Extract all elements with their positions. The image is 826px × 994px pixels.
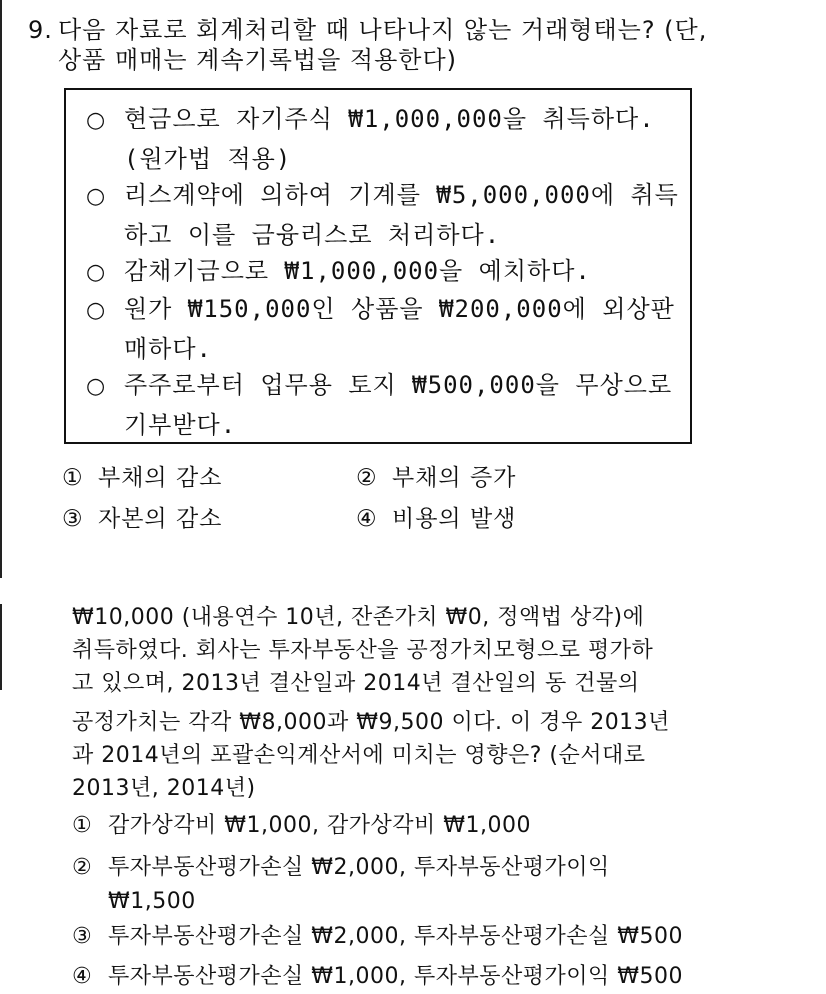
- question-stem-line: 다음 자료로 회계처리할 때 나타나지 않는 거래형태는? (단,: [58, 16, 708, 44]
- choice-number: ③: [72, 924, 93, 949]
- question-stem-line: ₩10,000 (내용연수 10년, 잔존가치 ₩0, 정액법 상각)에: [72, 605, 645, 630]
- choice-3[interactable]: ③ 자본의 감소: [62, 506, 223, 532]
- circle-bullet-icon: ○: [86, 184, 107, 209]
- box-item: ○ 주주로부터 업무용 토지 ₩500,000을 무상으로 기부받다.: [86, 366, 672, 444]
- choice-number: ①: [62, 465, 84, 491]
- box-item: ○ 원가 ₩150,000인 상품을 ₩200,000에 외상판 매하다.: [86, 290, 675, 368]
- choice-1[interactable]: ① 부채의 감소: [62, 465, 223, 491]
- choice-number: ②: [356, 465, 378, 491]
- box-item: ○ 현금으로 자기주식 ₩1,000,000을 취득하다. (원가법 적용): [86, 100, 655, 178]
- circle-bullet-icon: ○: [86, 260, 107, 285]
- question-number: 9.: [28, 16, 53, 44]
- question-stem-line: 공정가치는 각각 ₩8,000과 ₩9,500 이다. 이 경우 2013년: [72, 710, 670, 735]
- box-item: ○ 감채기금으로 ₩1,000,000을 예치하다.: [86, 252, 591, 292]
- question-10-stem: [72, 706, 670, 805]
- question-stem-line: 상품 매매는 계속기록법을 적용한다): [58, 46, 458, 74]
- data-box: [64, 88, 692, 444]
- question-9-stem: [28, 15, 707, 75]
- choice-number: ④: [72, 964, 93, 989]
- choice-number: ②: [72, 855, 93, 880]
- left-margin-rule: [0, 0, 2, 578]
- answer-3[interactable]: ③ 투자부동산평가손실 ₩2,000, 투자부동산평가손실 ₩500: [72, 920, 683, 954]
- answer-1[interactable]: ① 감가상각비 ₩1,000, 감가상각비 ₩1,000: [72, 809, 531, 843]
- question-stem-line: 고 있으며, 2013년 결산일과 2014년 결산일의 동 건물의: [72, 671, 640, 696]
- question-stem-line: 과 2014년의 포괄손익계산서에 미치는 영향은? (순서대로: [72, 743, 646, 768]
- choice-number: ③: [62, 506, 84, 532]
- question-stem-line: 취득하였다. 회사는 투자부동산을 공정가치모형으로 평가하: [72, 638, 654, 663]
- circle-bullet-icon: ○: [86, 374, 107, 399]
- question-10-stem: [72, 601, 653, 700]
- answer-2[interactable]: ② 투자부동산평가손실 ₩2,000, 투자부동산평가이익 ₩1,500: [72, 851, 610, 919]
- choice-number: ④: [356, 506, 378, 532]
- choice-number: ①: [72, 813, 93, 838]
- circle-bullet-icon: ○: [86, 298, 107, 323]
- choice-2[interactable]: ② 부채의 증가: [356, 465, 517, 491]
- choice-4[interactable]: ④ 비용의 발생: [356, 506, 517, 532]
- question-stem-line: 2013년, 2014년): [72, 776, 256, 801]
- box-item: ○ 리스계약에 의하여 기계를 ₩5,000,000에 취득 하고 이를 금융리스로 처리하다.: [86, 176, 679, 254]
- circle-bullet-icon: ○: [86, 108, 107, 133]
- left-margin-rule: [0, 604, 2, 690]
- answer-4[interactable]: ④ 투자부동산평가손실 ₩1,000, 투자부동산평가이익 ₩500: [72, 960, 683, 994]
